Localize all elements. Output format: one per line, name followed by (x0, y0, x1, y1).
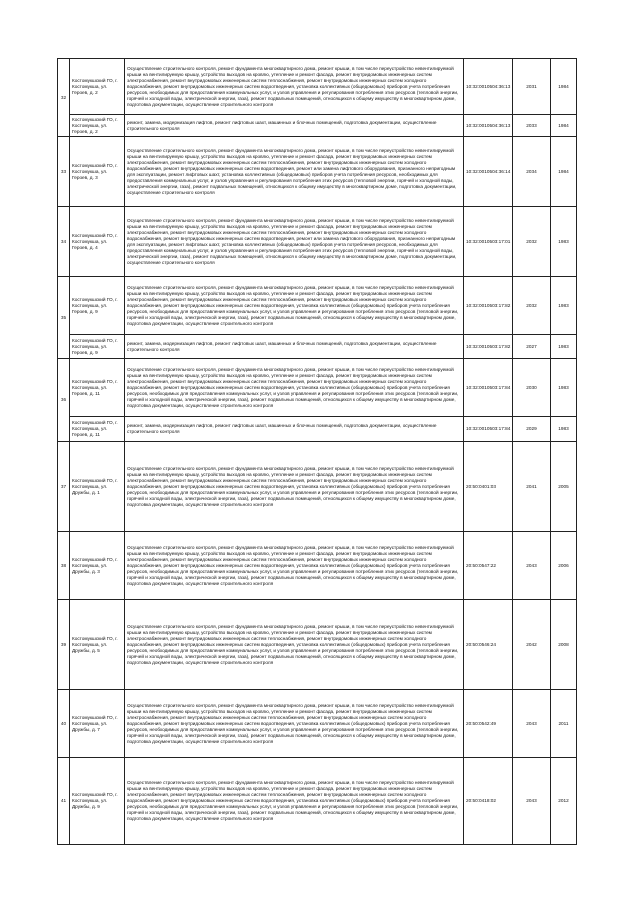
works-cell: Осуществление строительного контроля, ремонт фундамента многоквартирного дома, ремонт крыши, в том числе переустройство невентилируемой крыши на вентилируемую крышу, устройство выходов на кровлю, утепление и ремонт фасада, ремонт внутридомовых инженерных систем электроснабжения, ремонт внутридомовых инженерных систем теплоснабжения, ремонт внутридомовых инженерных систем холодного водоснабжения, ремонт внутридомовых инженерных систем водоотведения, установка коллективных (общедомовых) приборов учета потребления ресурсов, необходимых для предоставления коммунальных услуг, и узлов управления и регулирования потребления этих ресурсов (тепловой энергии, горячей и холодной воды, электрической энергии, газа), ремонт подвальных помещений, относящихся к общему имуществу в многоквартирном доме, подготовка документации, осуществление строительного контроля (125, 59, 464, 115)
works-cell: Осуществление строительного контроля, ремонт фундамента многоквартирного дома, ремонт крыши, в том числе переустройство невентилируемой крыши на вентилируемую крышу, устройство выходов на кровлю, утепление и ремонт фасада, ремонт внутридомовых инженерных систем электроснабжения, ремонт внутридомовых инженерных систем теплоснабжения, ремонт внутридомовых инженерных систем холодного водоснабжения, ремонт внутридомовых инженерных систем водоотведения, установка коллективных (общедомовых) приборов учета потребления ресурсов, необходимых для предоставления коммунальных услуг, и узлов управления и регулирования потребления этих ресурсов (тепловой энергии, горячей и холодной воды, электрической энергии, газа), ремонт подвальных помещений, относящихся к общему имуществу в многоквартирном доме, подготовка документации, осуществление строительного контроля (125, 532, 464, 600)
row-number: 39 (58, 600, 70, 690)
cadastral-number-cell: 10:32:0010504:36:13 (464, 59, 513, 115)
address-cell: Костомукшский ГО, г. Костомукша, ул. Героев, д. 3 (70, 137, 125, 207)
planned-year-cell: 2043 (513, 758, 551, 845)
row-number: 33 (58, 137, 70, 207)
cadastral-number-cell: 10:32:0010503:17:84 (464, 417, 513, 442)
built-year-cell: 1983 (551, 277, 577, 335)
planned-year-cell: 2031 (513, 59, 551, 115)
row-number: 34 (58, 207, 70, 277)
planned-year-cell: 2030 (513, 359, 551, 417)
planned-year-cell: 2033 (513, 115, 551, 137)
cadastral-number-cell: 10:32:0010504:36:14 (464, 137, 513, 207)
address-cell: Костомукшский ГО, г. Костомукша, ул. Дружбы, д. 1 (70, 442, 125, 532)
table-row (58, 442, 601, 532)
table-row (58, 137, 601, 207)
address-cell: Костомукшский ГО, г. Костомукша, ул. Героев, д. 2 (70, 59, 125, 115)
works-cell: Осуществление строительного контроля, ремонт фундамента многоквартирного дома, ремонт крыши, в том числе переустройство невентилируемой крыши на вентилируемую крышу, устройство выходов на кровлю, утепление и ремонт фасада, ремонт внутридомовых инженерных систем электроснабжения, ремонт внутридомовых инженерных систем теплоснабжения, ремонт внутридомовых инженерных систем холодного водоснабжения, ремонт внутридомовых инженерных систем водоотведения, установка коллективных (общедомовых) приборов учета потребления ресурсов, необходимых для предоставления коммунальных услуг, и узлов управления и регулирования потребления этих ресурсов (тепловой энергии, горячей и холодной воды, электрической энергии, газа), ремонт подвальных помещений, относящихся к общему имуществу в многоквартирном доме, подготовка документации, осуществление строительного контроля (125, 277, 464, 335)
table-row (58, 335, 601, 359)
works-cell: Осуществление строительного контроля, ремонт фундамента многоквартирного дома, ремонт крыши, в том числе переустройство невентилируемой крыши на вентилируемую крышу, устройство выходов на кровлю, утепление и ремонт фасада, ремонт внутридомовых инженерных систем электроснабжения, ремонт внутридомовых инженерных систем теплоснабжения, ремонт внутридомовых инженерных систем холодного водоснабжения, ремонт внутридомовых инженерных систем водоотведения, установка коллективных (общедомовых) приборов учета потребления ресурсов, необходимых для предоставления коммунальных услуг, и узлов управления и регулирования потребления этих ресурсов (тепловой энергии, горячей и холодной воды, электрической энергии, газа), ремонт подвальных помещений, относящихся к общему имуществу в многоквартирном доме, подготовка документации, осуществление строительного контроля (125, 758, 464, 845)
address-cell: Костомукшский ГО, г. Костомукша, ул. Дружбы, д. 3 (70, 532, 125, 600)
works-cell: Осуществление строительного контроля, ремонт фундамента многоквартирного дома, ремонт крыши, в том числе переустройство невентилируемой крыши на вентилируемую крышу, устройство выходов на кровлю, утепление и ремонт фасада, ремонт внутридомовых инженерных систем электроснабжения, ремонт внутридомовых инженерных систем теплоснабжения, ремонт внутридомовых инженерных систем холодного водоснабжения, ремонт внутридомовых инженерных систем водоотведения, установка коллективных (общедомовых) приборов учета потребления ресурсов, необходимых для предоставления коммунальных услуг, и узлов управления и регулирования потребления этих ресурсов (тепловой энергии, горячей и холодной воды, электрической энергии, газа), ремонт подвальных помещений, относящихся к общему имуществу в многоквартирном доме, подготовка документации, осуществление строительного контроля (125, 442, 464, 532)
built-year-cell: 2005 (551, 442, 577, 532)
table-row (58, 532, 601, 600)
table-row (58, 690, 601, 758)
cadastral-number-cell: 20:50:0547:22 (464, 532, 513, 600)
built-year-cell: 1983 (551, 417, 577, 442)
built-year-cell: 1984 (551, 115, 577, 137)
built-year-cell: 1983 (551, 359, 577, 417)
table-row (58, 600, 601, 690)
planned-year-cell: 2043 (513, 690, 551, 758)
row-number: 38 (58, 532, 70, 600)
address-cell: Костомукшский ГО, г. Костомукша, ул. Героев, д. 9 (70, 277, 125, 335)
planned-year-cell: 2029 (513, 417, 551, 442)
planned-year-cell: 2043 (513, 532, 551, 600)
address-cell: Костомукшский ГО, г. Костомукша, ул. Героев, д. 11 (70, 417, 125, 442)
row-number: 35 (58, 277, 70, 359)
address-cell: Костомукшский ГО, г. Костомукша, ул. Дружбы, д. 5 (70, 600, 125, 690)
row-number: 40 (58, 690, 70, 758)
built-year-cell: 1984 (551, 59, 577, 115)
row-number: 41 (58, 758, 70, 845)
cadastral-number-cell: 10:32:0010503:17:84 (464, 359, 513, 417)
works-cell: Осуществление строительного контроля, ремонт фундамента многоквартирного дома, ремонт крыши, в том числе переустройство невентилируемой крыши на вентилируемую крышу, устройство выходов на кровлю, утепление и ремонт фасада, ремонт внутридомовых инженерных систем электроснабжения, ремонт внутридомовых инженерных систем теплоснабжения, ремонт внутридомовых инженерных систем холодного водоснабжения, ремонт внутридомовых инженерных систем водоотведения, установка коллективных (общедомовых) приборов учета потребления ресурсов, необходимых для предоставления коммунальных услуг, и узлов управления и регулирования потребления этих ресурсов (тепловой энергии, горячей и холодной воды, электрической энергии, газа), ремонт подвальных помещений, относящихся к общему имуществу в многоквартирном доме, подготовка документации, осуществление строительного контроля (125, 359, 464, 417)
address-cell: Костомукшский ГО, г. Костомукша, ул. Героев, д. 2 (70, 115, 125, 137)
address-cell: Костомукшский ГО, г. Костомукша, ул. Дружбы, д. 7 (70, 690, 125, 758)
row-number: 37 (58, 442, 70, 532)
table-row (58, 417, 601, 442)
address-cell: Костомукшский ГО, г. Костомукша, ул. Героев, д. 11 (70, 359, 125, 417)
address-cell: Костомукшский ГО, г. Костомукша, ул. Героев, д. 4 (70, 207, 125, 277)
cadastral-number-cell: 20:50:0546:24 (464, 600, 513, 690)
planned-year-cell: 2042 (513, 600, 551, 690)
register-table (57, 58, 601, 845)
built-year-cell: 2008 (551, 600, 577, 690)
planned-year-cell: 2034 (513, 137, 551, 207)
built-year-cell: 2006 (551, 532, 577, 600)
row-number: 32 (58, 59, 70, 137)
works-cell: Осуществление строительного контроля, ремонт фундамента многоквартирного дома, ремонт крыши, в том числе переустройство невентилируемой крыши на вентилируемую крышу, устройство выходов на кровлю, утепление и ремонт фасада, ремонт внутридомовых инженерных систем электроснабжения, ремонт внутридомовых инженерных систем теплоснабжения, ремонт внутридомовых инженерных систем холодного водоснабжения, ремонт внутридомовых инженерных систем водоотведения, ремонт или замена лифтового оборудования, признанного непригодным для эксплуатации, ремонт лифтовых шахт, установка коллективных (общедомовых) приборов учета потребления ресурсов, необходимых для предоставления коммунальных услуг, и узлов управления и регулирования потребления этих ресурсов (тепловой энергии, горячей и холодной воды, электрической энергии, газа), ремонт подвальных помещений, относящихся к общему имуществу в многоквартирном доме, подготовка документации, осуществление строительного контроля (125, 207, 464, 277)
planned-year-cell: 2032 (513, 277, 551, 335)
works-cell: Осуществление строительного контроля, ремонт фундамента многоквартирного дома, ремонт крыши, в том числе переустройство невентилируемой крыши на вентилируемую крышу, устройство выходов на кровлю, утепление и ремонт фасада, ремонт внутридомовых инженерных систем электроснабжения, ремонт внутридомовых инженерных систем теплоснабжения, ремонт внутридомовых инженерных систем холодного водоснабжения, ремонт внутридомовых инженерных систем водоотведения, ремонт или замена лифтового оборудования, признанного непригодным для эксплуатации, ремонт лифтовых шахт, установка коллективных (общедомовых) приборов учета потребления ресурсов, необходимых для предоставления коммунальных услуг, и узлов управления и регулирования потребления этих ресурсов (тепловой энергии, горячей и холодной воды, электрической энергии, газа), ремонт подвальных помещений, относящихся к общему имуществу в многоквартирном доме, подготовка документации, осуществление строительного контроля (125, 137, 464, 207)
cadastral-number-cell: 10:32:0010503:17:82 (464, 277, 513, 335)
planned-year-cell: 2032 (513, 207, 551, 277)
cadastral-number-cell: 20:50:0401:03 (464, 442, 513, 532)
table-row (58, 115, 601, 137)
table-row (58, 277, 601, 335)
cadastral-number-cell: 10:32:0010503:17:82 (464, 335, 513, 359)
cadastral-number-cell: 20:50:0418:02 (464, 758, 513, 845)
works-cell: Осуществление строительного контроля, ремонт фундамента многоквартирного дома, ремонт крыши, в том числе переустройство невентилируемой крыши на вентилируемую крышу, устройство выходов на кровлю, утепление и ремонт фасада, ремонт внутридомовых инженерных систем электроснабжения, ремонт внутридомовых инженерных систем теплоснабжения, ремонт внутридомовых инженерных систем холодного водоснабжения, ремонт внутридомовых инженерных систем водоотведения, установка коллективных (общедомовых) приборов учета потребления ресурсов, необходимых для предоставления коммунальных услуг, и узлов управления и регулирования потребления этих ресурсов (тепловой энергии, горячей и холодной воды, электрической энергии, газа), ремонт подвальных помещений, относящихся к общему имуществу в многоквартирном доме, подготовка документации, осуществление строительного контроля (125, 600, 464, 690)
table-row (58, 359, 601, 417)
built-year-cell: 2011 (551, 690, 577, 758)
address-cell: Костомукшский ГО, г. Костомукша, ул. Дружбы, д. 9 (70, 758, 125, 845)
cadastral-number-cell: 10:32:0010503:17:01 (464, 207, 513, 277)
planned-year-cell: 2041 (513, 442, 551, 532)
works-cell: ремонт, замена, модернизация лифтов, ремонт лифтовых шахт, машинных и блочных помещений, подготовка документации, осуществление строительного контроля (125, 115, 464, 137)
works-cell: ремонт, замена, модернизация лифтов, ремонт лифтовых шахт, машинных и блочных помещений, подготовка документации, осуществление строительного контроля (125, 417, 464, 442)
works-cell: Осуществление строительного контроля, ремонт фундамента многоквартирного дома, ремонт крыши, в том числе переустройство невентилируемой крыши на вентилируемую крышу, устройство выходов на кровлю, утепление и ремонт фасада, ремонт внутридомовых инженерных систем электроснабжения, ремонт внутридомовых инженерных систем теплоснабжения, ремонт внутридомовых инженерных систем холодного водоснабжения, ремонт внутридомовых инженерных систем водоотведения, установка коллективных (общедомовых) приборов учета потребления ресурсов, необходимых для предоставления коммунальных услуг, и узлов управления и регулирования потребления этих ресурсов (тепловой энергии, горячей и холодной воды, электрической энергии, газа), ремонт подвальных помещений, относящихся к общему имуществу в многоквартирном доме, подготовка документации, осуществление строительного контроля (125, 690, 464, 758)
address-cell: Костомукшский ГО, г. Костомукша, ул. Героев, д. 9 (70, 335, 125, 359)
table-row (58, 758, 601, 845)
row-number: 36 (58, 359, 70, 442)
table-row (58, 207, 601, 277)
built-year-cell: 2012 (551, 758, 577, 845)
planned-year-cell: 2027 (513, 335, 551, 359)
built-year-cell: 1983 (551, 207, 577, 277)
table-row (58, 59, 601, 115)
built-year-cell: 1983 (551, 335, 577, 359)
cadastral-number-cell: 20:50:0542:49 (464, 690, 513, 758)
cadastral-number-cell: 10:32:0010504:36:13 (464, 115, 513, 137)
works-cell: ремонт, замена, модернизация лифтов, ремонт лифтовых шахт, машинных и блочных помещений, подготовка документации, осуществление строительного контроля (125, 335, 464, 359)
built-year-cell: 1984 (551, 137, 577, 207)
